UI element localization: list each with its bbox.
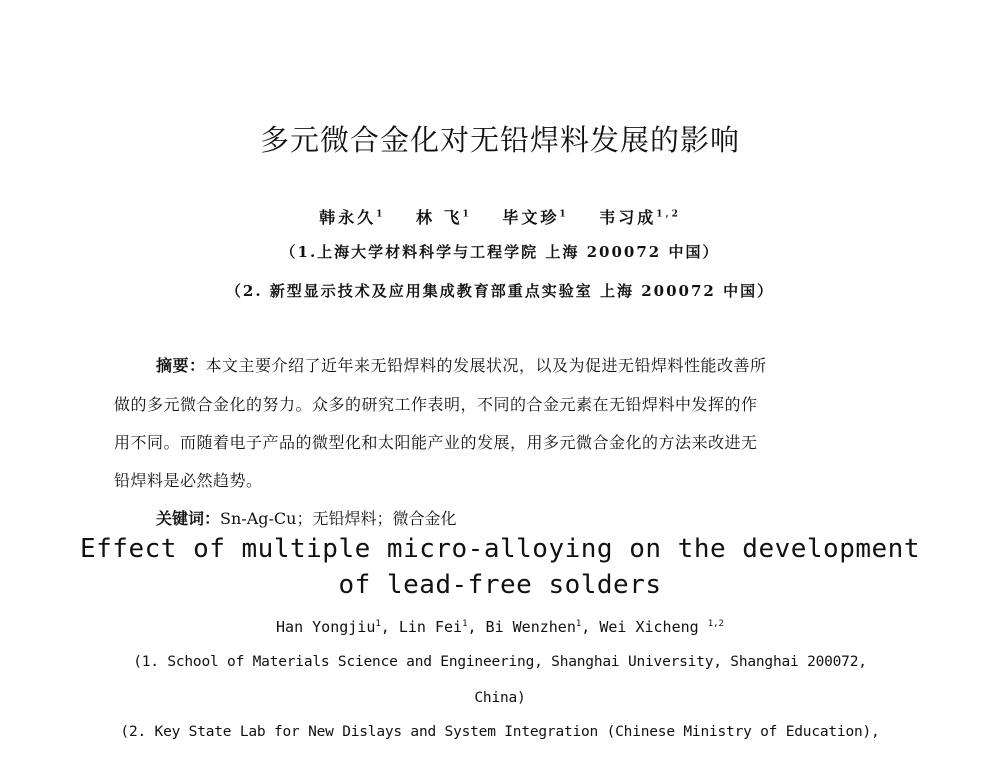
abstract-text-1: 本文主要介绍了近年来无铅焊料的发展状况，以及为促进无铅焊料性能改善所 [205, 356, 767, 375]
author-cn-4: 韦习成 [599, 208, 657, 227]
paper-title-cn: 多元微合金化对无铅焊料发展的影响 [259, 123, 740, 157]
author-en-2: Lin Fei [398, 618, 463, 636]
author-cn-4-sup: 1,2 [656, 209, 681, 220]
abstract-line-2: 做的多元微合金化的努力。众多的研究工作表明，不同的合金元素在无铅焊料中发挥的作 [114, 395, 758, 414]
keywords-label: 关键词： [156, 509, 221, 528]
author-en-1-sup: 1 [375, 619, 381, 629]
author-en-3-sup: 1 [575, 619, 582, 629]
author-en-2-sup: 1 [462, 619, 468, 629]
author-cn-2-sup: 1 [462, 209, 472, 220]
affiliation-cn-2: （2. 新型显示技术及应用集成教育部重点实验室 上海 200072 中国） [225, 282, 775, 300]
author-en-4-sup: 1,2 [707, 619, 724, 629]
author-cn-2: 林 飞 [415, 208, 463, 227]
author-cn-3-sup: 1 [559, 209, 569, 220]
paper-title-en-line-2: of lead-free solders [338, 570, 662, 600]
affiliation-en-2: (2. Key State Lab for New Dislays and System Integration (Chinese Ministry of Education), [120, 724, 880, 740]
abstract-line-4: 铅焊料是必然趋势。 [114, 471, 263, 490]
authors-en: Han Yongjiu$^1$, Lin Fei$^1$, Bi Wenzhen$^1$, Wei Xicheng $^{1,2}$ [276, 618, 724, 636]
keywords-line [156, 506, 456, 529]
author-en-4: Wei Xicheng [599, 618, 699, 636]
author-cn-1-sup: 1 [376, 209, 386, 220]
author-en-3: Bi Wenzhen [485, 618, 576, 636]
abstract-line-3: 用不同。而随着电子产品的微型化和太阳能产业的发展，用多元微合金化的方法来改进无 [114, 433, 758, 452]
affiliation-cn-1: （1.上海大学材料科学与工程学院 上海 200072 中国） [280, 243, 720, 261]
abstract-label: 摘要： [156, 356, 206, 375]
authors-cn [0, 205, 1000, 228]
affiliation-en-1-cont: China) [474, 690, 526, 706]
author-cn-3: 毕文珍 [502, 208, 560, 227]
author-en-1: Han Yongjiu [276, 618, 376, 636]
abstract-line-1 [156, 353, 767, 376]
keywords-text: Sn-Ag-Cu；无铅焊料；微合金化 [220, 509, 457, 528]
paper-title-en-line-1: Effect of multiple micro-alloying on the development [80, 534, 920, 564]
author-cn-1: 韩永久 [319, 208, 377, 227]
affiliation-en-1: (1. School of Materials Science and Engineering, Shanghai University, Shanghai 200072, [133, 654, 867, 670]
